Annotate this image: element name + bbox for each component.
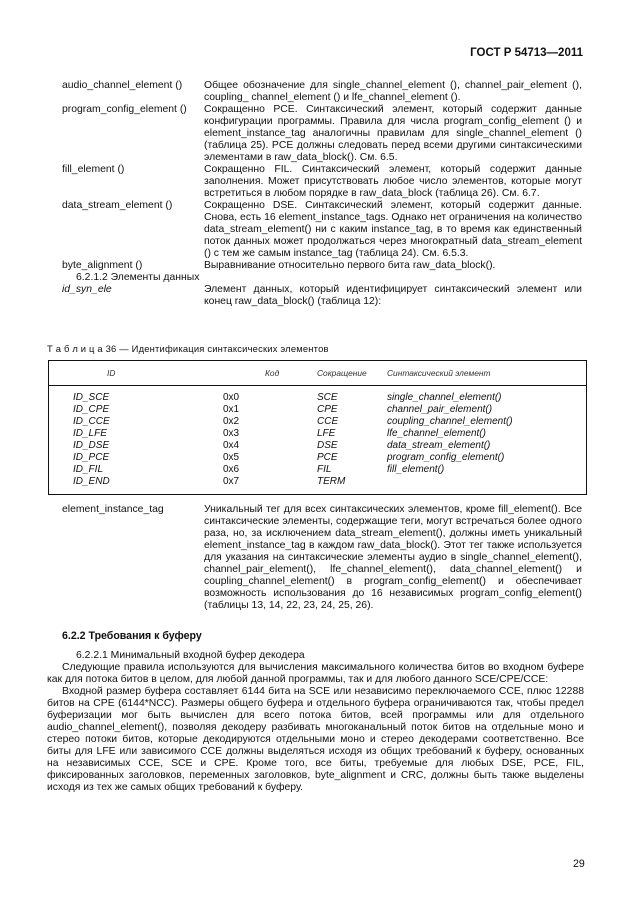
definition-desc: Выравнивание относительно первого бита raw_data_block().	[204, 260, 496, 271]
table-cell: 0x2	[223, 416, 240, 427]
table-cell	[387, 476, 586, 494]
table-cell: ID_END	[73, 476, 110, 487]
column-header: ID	[49, 361, 163, 386]
table-cell: ID_CCE	[73, 416, 110, 427]
table-cell: fill_element()	[387, 464, 445, 475]
table-row	[49, 440, 586, 452]
table-cell: DSE	[317, 440, 338, 451]
paragraph: Входной размер буфера составляет 6144 бита на SCE или независимо переключаемого CCE, плюс 12288 битов на CPE (6144*NCC). Размеры общего буфера и отдельного буфера ограничиваются так, чтобы предел буферизации мог быть вычислен для всего потока битов, всей программы или для отдельного audio_channel_element(), позволяя декодеру разбивать многоканальный поток битов на отдельные моно и стерео потоки битов, которые декодируются отдельными моно и стерео декодерами соответственно. Все биты для LFE или зависимого CCE должны выделяться исходя из общих требований к буферу, основанных на независимых CCE, SCE и CPE. Кроме того, все биты, требуемые для любых DSE, PCE, FIL, фиксированных заголовков, переменных заголовков, byte_alignment и CRC, должны быть также выделены исходя из тех же самых общих требований к буферу.	[47, 686, 584, 793]
paragraph: Следующие правила используются для вычисления максимального количества битов во входном буфере как для потока битов в целом, для любой данной программы, так и для любого данного SCE/CPE/CCE:	[47, 662, 584, 685]
definition-desc: Элемент данных, который идентифицирует синтаксический элемент или конец raw_data_block() (таблица 12):	[204, 284, 582, 307]
definition-desc: Сокращенно PCE. Синтаксический элемент, который содержит данные конфигурации программы. Правила для числа program_config_element () и element_instance_tag аналогичны правилам для single_channel_element () (таблица 25). PCE должны следовать перед всеми другими синтаксическими элементами в raw_data_block(). См. 6.5.	[204, 104, 582, 163]
table-cell: TERM	[317, 476, 346, 487]
table-row	[49, 476, 586, 494]
table-cell: PCE	[317, 452, 338, 463]
paragraph: 6.2.2.1 Минимальный входной буфер декодера	[76, 650, 305, 661]
table-cell: channel_pair_element()	[387, 404, 493, 415]
table-row	[49, 464, 586, 476]
definition-row	[62, 104, 582, 164]
definition-desc: Сокращенно FIL. Синтаксический элемент, который содержит данные заполнения. Может присутствовать любое число элементов, которые могут встретиться в любом порядке в raw_data_block (таблица 26). См. 6.7.	[204, 164, 582, 199]
table-row	[49, 404, 586, 416]
document-id: ГОСТ Р 54713—2011	[470, 47, 583, 59]
subsection-title: 6.2.1.2 Элементы данных	[76, 272, 200, 283]
table-cell: LFE	[317, 428, 336, 439]
column-header: Синтаксический элемент	[387, 361, 586, 386]
definition-desc: Уникальный тег для всех синтаксических элементов, кроме fill_element(). Все синтаксические элементы, содержащие теги, могут встречаться более одного раза, но, за исключением data_stream_element(), должны иметь уникальный element_instance_tag в каждом raw_data_block(). Этот тег также используется для указания на синтаксические элементы аудио в single_channel_element(), channel_pair_element(), lfe_channel_element(), data_channel_element() и coupling_channel_element() в program_config_element() и обеспечивает возможность использования до 16 независимых program_config_element() (таблицы 13, 14, 22, 23, 24, 25, 26).	[204, 504, 582, 611]
definition-row	[62, 164, 582, 200]
definition-term: id_syn_ele	[62, 284, 112, 295]
table-row	[49, 386, 586, 405]
table-cell: program_config_element()	[387, 452, 505, 463]
section-title: 6.2.2 Требования к буферу	[62, 630, 202, 642]
table-row	[49, 452, 586, 464]
table-cell: 0x0	[223, 392, 240, 403]
body-text	[47, 650, 584, 794]
table-cell: single_channel_element()	[387, 392, 502, 403]
table-cell: lfe_channel_element()	[387, 428, 486, 439]
definition-row	[62, 284, 582, 308]
definition-term: fill_element ()	[62, 164, 125, 175]
table-cell: SCE	[317, 392, 338, 403]
definition-term: program_config_element ()	[62, 104, 187, 115]
definition-row	[62, 200, 582, 260]
definition-desc: Сокращенно DSE. Синтаксический элемент, который содержит данные. Снова, есть 16 element_instance_tags. Однако нет ограничения на количество data_stream_element() ни с каким instance_tag, в то время как единственный поток данных может продолжаться через многократный data_stream_element () с тем же самым instance_tag (таблица 24). См. 6.5.3.	[204, 200, 582, 259]
table-cell: ID_PCE	[73, 452, 110, 463]
definition-term: data_stream_element ()	[62, 200, 173, 211]
column-header: Сокращение	[317, 361, 387, 386]
page-number: 29	[573, 858, 585, 870]
table-cell: data_stream_element()	[387, 440, 491, 451]
table-cell: CPE	[317, 404, 338, 415]
table-cell: ID_SCE	[73, 392, 110, 403]
table-cell: 0x7	[223, 476, 240, 487]
syntax-element-table	[48, 360, 587, 495]
table-caption: Т а б л и ц а 36 — Идентификация синтаксических элементов	[47, 343, 329, 354]
table-cell: FIL	[317, 464, 332, 475]
definition-desc: Общее обозначение для single_channel_element (), channel_pair_element (), coupling_ channel_element () и lfe_channel_element ().	[204, 80, 582, 103]
table-cell: 0x6	[223, 464, 240, 475]
definition-row	[62, 260, 582, 272]
definitions-list	[62, 80, 582, 308]
table-cell: 0x4	[223, 440, 240, 451]
definition-term: element_instance_tag	[62, 504, 164, 515]
table-cell: ID_FIL	[73, 464, 104, 475]
table-cell: coupling_channel_element()	[387, 416, 513, 427]
table-cell: ID_CPE	[73, 404, 110, 415]
table-cell: ID_LFE	[73, 428, 107, 439]
table-cell: 0x1	[223, 404, 240, 415]
table-cell: CCE	[317, 416, 339, 427]
table-cell: ID_DSE	[73, 440, 110, 451]
table-row	[49, 428, 586, 440]
column-header: Код	[163, 361, 317, 386]
table-row	[49, 416, 586, 428]
definition-term: audio_channel_element ()	[62, 80, 183, 91]
definition-term: byte_alignment ()	[62, 260, 143, 271]
table-cell: 0x3	[223, 428, 240, 439]
definition-row	[62, 80, 582, 104]
definition-row	[62, 504, 582, 612]
table-cell: 0x5	[223, 452, 240, 463]
